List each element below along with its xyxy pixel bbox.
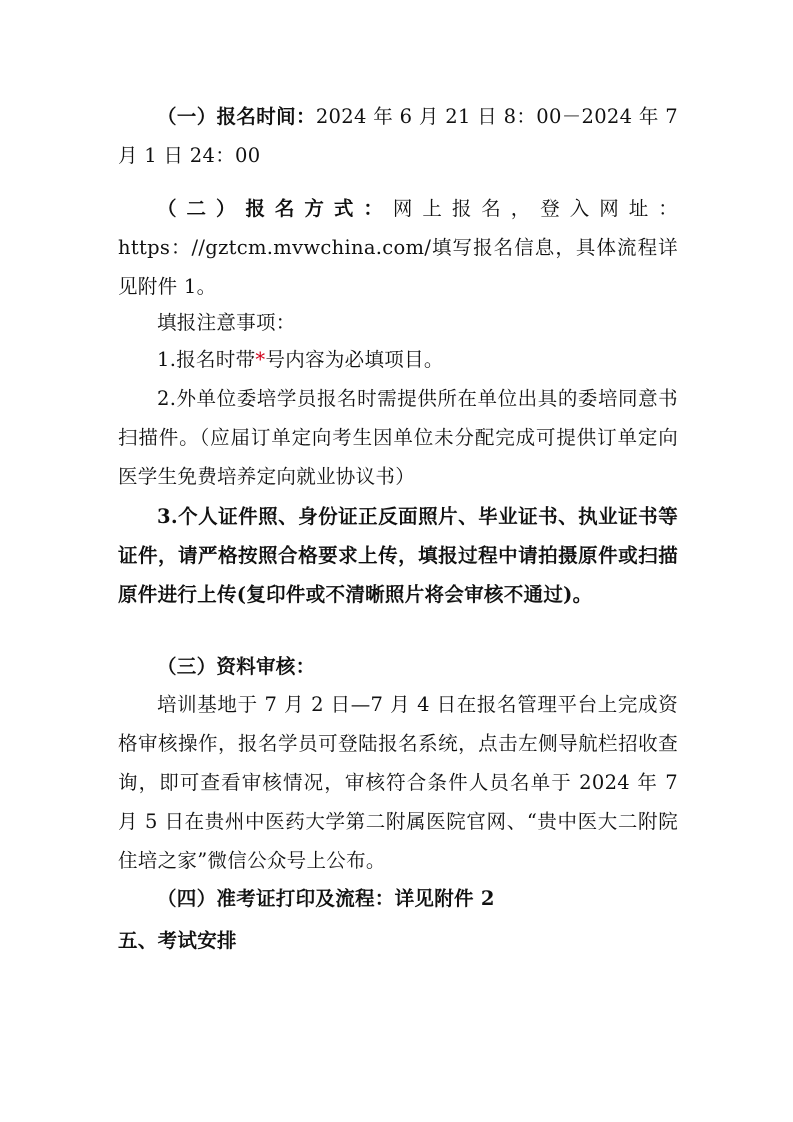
notes-title: 填报注意事项： xyxy=(157,311,296,334)
section-label: （四）准考证打印及流程： xyxy=(157,887,395,910)
section-label: （二）报名方式： xyxy=(157,197,393,220)
section-registration-time xyxy=(118,97,678,175)
section-text: 2024 年 6 月 21 日 8：00－2024 年 7 月 1 日 24：00 xyxy=(118,105,678,167)
required-star: * xyxy=(255,348,266,371)
section-text: 网上报名，登入网址：https：//gztcm.mvwchina.com/填写报名信息，具体流程详见附件 1。 xyxy=(118,197,678,298)
section-exam-arrangement: 五、考试安排 xyxy=(118,929,237,952)
section-label: （一）报名时间： xyxy=(157,105,316,128)
section-label: （三）资料审核： xyxy=(157,655,316,678)
note-1-post: 号内容为必填项目。 xyxy=(265,348,444,371)
section-review-text: 培训基地于 7 月 2 日—7 月 4 日在报名管理平台上完成资格审核操作，报名学员可登陆报名系统，点击左侧导航栏招收查询，即可查看审核情况，审核符合条件人员名单于 2024 年 7 月 5 日在贵州中医药大学第二附属医院官网、“贵中医大二附院住培之家”微信公众号上公布。 xyxy=(118,693,678,872)
note-3: 3.个人证件照、身份证正反面照片、毕业证书、执业证书等证件，请严格按照合格要求上传，填报过程中请拍摄原件或扫描原件进行上传(复印件或不清晰照片将会审核不通过)。 xyxy=(118,505,678,606)
section-review xyxy=(118,647,678,686)
section-text: 详见附件 2 xyxy=(394,887,495,910)
section-admission-ticket xyxy=(118,879,678,918)
section-registration-method xyxy=(118,189,678,306)
note-2: 2.外单位委培学员报名时需提供所在单位出具的委培同意书扫描件。（应届订单定向考生因单位未分配完成可提供订单定向医学生免费培养定向就业协议书） xyxy=(118,387,678,488)
note-1 xyxy=(118,340,678,379)
note-1-pre: 1.报名时带 xyxy=(157,348,256,371)
